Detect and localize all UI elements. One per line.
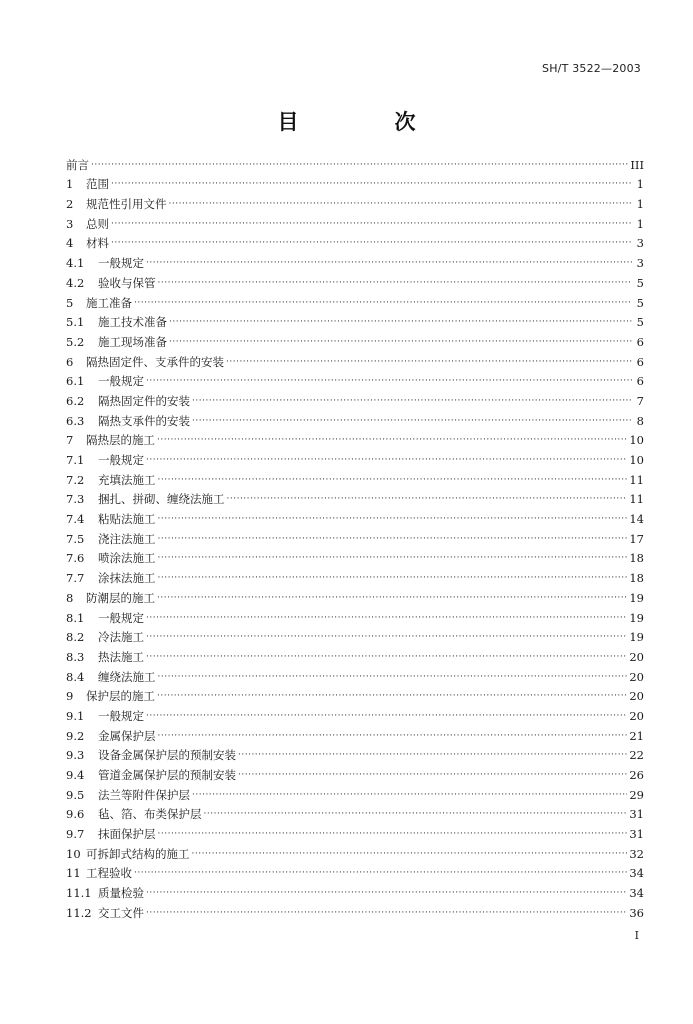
toc-entry-title: 施工技术准备: [98, 315, 167, 330]
toc-entry-title: 浇注法施工: [98, 531, 156, 546]
toc-entry-page: 11: [629, 492, 644, 507]
toc-leader-dots: [192, 788, 627, 802]
toc-entry[interactable]: [66, 684, 644, 704]
toc-entry-title: 喷涂法施工: [98, 551, 156, 566]
toc-entry-page: 20: [629, 708, 644, 723]
toc-leader-dots: [146, 650, 627, 664]
table-of-contents: [66, 152, 644, 920]
toc-entry-title: 毡、箔、布类保护层: [98, 807, 202, 822]
toc-entry[interactable]: [66, 349, 644, 369]
toc-entry-page: 1: [636, 216, 644, 231]
toc-entry-title: 一般规定: [98, 256, 144, 271]
toc-entry-number: 8.3: [66, 649, 85, 664]
toc-entry-number: 5.1: [66, 315, 85, 330]
toc-entry-title: 设备金属保护层的预制安装: [98, 748, 236, 763]
toc-entry-title: 隔热固定件的安装: [98, 393, 190, 408]
toc-entry[interactable]: [66, 447, 644, 467]
toc-entry-number: 7.3: [66, 492, 85, 507]
toc-entry-page: 26: [629, 768, 644, 782]
toc-entry[interactable]: [66, 802, 644, 822]
toc-entry-title: 充填法施工: [98, 472, 156, 487]
toc-entry-title: 保护层的施工: [86, 689, 155, 704]
toc-leader-dots: [111, 217, 632, 231]
toc-leader-dots: [227, 492, 628, 506]
toc-entry-page: 29: [629, 787, 644, 802]
toc-entry[interactable]: [66, 290, 644, 310]
toc-leader-dots: [146, 374, 632, 388]
toc-entry-title: 隔热层的施工: [86, 433, 155, 448]
toc-entry-number: 9.1: [66, 708, 85, 723]
toc-leader-dots: [146, 709, 627, 723]
toc-entry-number: 6.1: [66, 374, 85, 389]
toc-entry-page: 22: [629, 748, 644, 763]
toc-entry-title: 隔热固定件、支承件的安装: [86, 354, 224, 369]
toc-entry-number: 8: [66, 590, 74, 605]
toc-leader-dots: [169, 335, 632, 349]
toc-leader-dots: [91, 158, 628, 172]
toc-entry-number: 4.1: [66, 256, 85, 271]
toc-entry-title: 防潮层的施工: [86, 590, 155, 605]
toc-entry-title: 捆扎、拼砌、缠绕法施工: [98, 492, 225, 507]
toc-leader-dots: [238, 768, 627, 782]
toc-entry-page: III: [630, 157, 644, 172]
toc-entry-page: 7: [636, 393, 644, 408]
toc-entry-number: 9.4: [66, 768, 85, 782]
toc-leader-dots: [169, 315, 632, 329]
toc-entry-title: 涂抹法施工: [98, 571, 156, 586]
toc-entry-number: 5.2: [66, 334, 85, 349]
toc-entry-number: 9.6: [66, 807, 85, 822]
toc-entry-number: 3: [66, 216, 74, 231]
toc-entry-page: 6: [636, 374, 644, 389]
toc-entry-page: 11: [629, 472, 644, 487]
toc-leader-dots: [158, 551, 628, 565]
toc-entry-page: 19: [629, 630, 644, 645]
toc-leader-dots: [158, 473, 628, 487]
toc-entry-page: 19: [629, 610, 644, 625]
toc-entry-number: 7: [66, 433, 74, 448]
toc-entry[interactable]: [66, 861, 644, 881]
toc-entry-number: 9.2: [66, 728, 85, 743]
toc-entry-number: 7.1: [66, 453, 85, 467]
toc-entry[interactable]: [66, 841, 644, 861]
toc-entry-page: 6: [636, 334, 644, 349]
toc-entry-number: 9.7: [66, 827, 85, 842]
toc-entry-number: 10: [66, 846, 81, 861]
toc-leader-dots: [134, 866, 627, 880]
toc-entry-number: 1: [66, 177, 74, 192]
toc-entry[interactable]: [66, 152, 644, 172]
toc-leader-dots: [169, 197, 633, 211]
toc-entry-title: 一般规定: [98, 374, 144, 389]
toc-entry-page: 36: [629, 905, 644, 920]
toc-entry-title: 工程验收: [86, 866, 132, 881]
toc-entry[interactable]: [66, 762, 644, 782]
page-number: I: [634, 929, 639, 942]
toc-entry-title: 法兰等附件保护层: [98, 787, 190, 802]
toc-leader-dots: [111, 177, 632, 191]
toc-entry[interactable]: [66, 585, 644, 605]
toc-entry[interactable]: [66, 487, 644, 507]
toc-entry-title: 一般规定: [98, 708, 144, 723]
toc-entry[interactable]: [66, 270, 644, 290]
toc-entry[interactable]: [66, 782, 644, 802]
toc-entry-title: 一般规定: [98, 610, 144, 625]
toc-leader-dots: [111, 236, 632, 250]
toc-entry[interactable]: [66, 526, 644, 546]
toc-entry-page: 5: [636, 295, 644, 310]
toc-entry[interactable]: [66, 900, 644, 920]
toc-entry-number: 9.5: [66, 787, 85, 802]
toc-entry-page: 18: [629, 551, 644, 566]
toc-entry-number: 7.2: [66, 472, 85, 487]
toc-entry[interactable]: [66, 625, 644, 645]
toc-entry-number: 6.2: [66, 393, 85, 408]
toc-entry-number: 11.1: [66, 886, 92, 901]
toc-entry[interactable]: [66, 546, 644, 566]
toc-leader-dots: [204, 807, 628, 821]
toc-leader-dots: [158, 827, 628, 841]
toc-leader-dots: [192, 394, 632, 408]
toc-leader-dots: [192, 847, 628, 861]
toc-entry[interactable]: [66, 428, 644, 448]
toc-entry[interactable]: [66, 369, 644, 389]
toc-entry-page: 5: [636, 275, 644, 290]
toc-entry-title: 总则: [86, 216, 109, 231]
toc-entry[interactable]: [66, 231, 644, 251]
toc-entry-number: 8.2: [66, 630, 85, 645]
toc-entry-page: 34: [629, 886, 644, 901]
toc-entry-title: 施工现场准备: [98, 334, 167, 349]
toc-entry-title: 热法施工: [98, 649, 144, 664]
toc-leader-dots: [146, 906, 627, 920]
toc-entry[interactable]: [66, 172, 644, 192]
toc-entry-title: 可拆卸式结构的施工: [86, 846, 190, 861]
toc-entry-title: 冷法施工: [98, 630, 144, 645]
toc-leader-dots: [226, 355, 632, 369]
toc-entry-number: 6: [66, 354, 74, 369]
toc-entry-number: 9.3: [66, 748, 85, 763]
toc-entry[interactable]: [66, 821, 644, 841]
toc-entry-number: 2: [66, 197, 74, 212]
toc-entry[interactable]: [66, 408, 644, 428]
toc-entry-title: 施工准备: [86, 295, 132, 310]
toc-entry-number: 6.3: [66, 413, 85, 428]
toc-leader-dots: [146, 453, 627, 467]
toc-entry-page: 1: [636, 197, 644, 212]
toc-entry-number: 9: [66, 689, 74, 704]
toc-entry-page: 3: [636, 256, 644, 271]
toc-entry[interactable]: [66, 388, 644, 408]
toc-entry[interactable]: [66, 605, 644, 625]
toc-entry[interactable]: [66, 644, 644, 664]
toc-entry-title: 金属保护层: [98, 728, 156, 743]
toc-entry-title: 管道金属保护层的预制安装: [98, 768, 236, 782]
toc-entry[interactable]: [66, 743, 644, 763]
toc-entry-title: 规范性引用文件: [86, 197, 167, 212]
toc-entry[interactable]: [66, 211, 644, 231]
toc-entry[interactable]: [66, 664, 644, 684]
toc-entry-number: 7.7: [66, 571, 85, 586]
toc-leader-dots: [157, 591, 627, 605]
toc-entry[interactable]: [66, 467, 644, 487]
toc-entry[interactable]: [66, 506, 644, 526]
toc-entry-number: 8.4: [66, 669, 85, 684]
toc-leader-dots: [158, 729, 628, 743]
toc-entry-page: 6: [636, 354, 644, 369]
toc-entry-page: 31: [629, 827, 644, 842]
toc-entry[interactable]: [66, 565, 644, 585]
toc-entry-page: 18: [629, 571, 644, 586]
toc-entry-page: 19: [629, 590, 644, 605]
toc-entry-title: 材料: [86, 236, 109, 251]
toc-entry[interactable]: [66, 310, 644, 330]
toc-entry-number: 7.5: [66, 531, 85, 546]
toc-entry-number: 7.4: [66, 512, 85, 527]
toc-entry[interactable]: [66, 191, 644, 211]
toc-entry-title: 前言: [66, 157, 89, 172]
toc-entry-page: 20: [629, 689, 644, 704]
title-char-left: 目: [277, 110, 299, 134]
page-title: [0, 106, 693, 136]
toc-entry-page: 8: [636, 413, 644, 428]
toc-entry-page: 5: [636, 315, 644, 330]
toc-entry-page: 10: [629, 453, 644, 467]
toc-entry-title: 验收与保管: [98, 275, 156, 290]
toc-entry-title: 粘贴法施工: [98, 512, 156, 527]
standard-code: SH/T 3522—2003: [542, 62, 641, 75]
toc-entry-page: 1: [636, 177, 644, 192]
toc-leader-dots: [157, 689, 627, 703]
toc-leader-dots: [146, 886, 627, 900]
toc-entry-page: 32: [629, 846, 644, 861]
toc-entry-page: 34: [629, 866, 644, 881]
title-char-right: 次: [394, 110, 416, 134]
toc-leader-dots: [158, 532, 628, 546]
toc-leader-dots: [146, 630, 627, 644]
toc-entry[interactable]: [66, 880, 644, 900]
toc-entry-number: 5: [66, 295, 74, 310]
toc-entry-number: 7.6: [66, 551, 85, 566]
toc-entry-title: 交工文件: [98, 905, 144, 920]
toc-leader-dots: [192, 414, 632, 428]
toc-entry-page: 10: [629, 433, 644, 448]
toc-entry-number: 8.1: [66, 610, 85, 625]
toc-leader-dots: [134, 296, 632, 310]
toc-entry[interactable]: [66, 703, 644, 723]
toc-entry-number: 11.2: [66, 905, 92, 920]
toc-entry-page: 20: [629, 669, 644, 684]
toc-entry-page: 3: [636, 236, 644, 251]
toc-leader-dots: [158, 276, 633, 290]
toc-entry-title: 范围: [86, 177, 109, 192]
toc-entry-title: 缠绕法施工: [98, 669, 156, 684]
toc-entry-page: 31: [629, 807, 644, 822]
toc-entry-title: 抹面保护层: [98, 827, 156, 842]
toc-entry[interactable]: [66, 329, 644, 349]
toc-leader-dots: [238, 748, 627, 762]
toc-entry-page: 21: [629, 728, 644, 743]
toc-entry-number: 11: [66, 866, 81, 881]
toc-entry[interactable]: [66, 250, 644, 270]
toc-entry[interactable]: [66, 723, 644, 743]
toc-entry-title: 隔热支承件的安装: [98, 413, 190, 428]
toc-entry-page: 20: [629, 649, 644, 664]
toc-leader-dots: [146, 611, 627, 625]
toc-leader-dots: [158, 670, 628, 684]
toc-leader-dots: [158, 571, 628, 585]
toc-entry-number: 4.2: [66, 275, 85, 290]
toc-leader-dots: [157, 433, 627, 447]
toc-entry-number: 4: [66, 236, 74, 251]
toc-entry-page: 14: [629, 512, 644, 527]
toc-entry-title: 质量检验: [98, 886, 144, 901]
toc-entry-page: 17: [629, 531, 644, 546]
toc-entry-title: 一般规定: [98, 453, 144, 467]
toc-leader-dots: [158, 512, 628, 526]
toc-leader-dots: [146, 256, 632, 270]
